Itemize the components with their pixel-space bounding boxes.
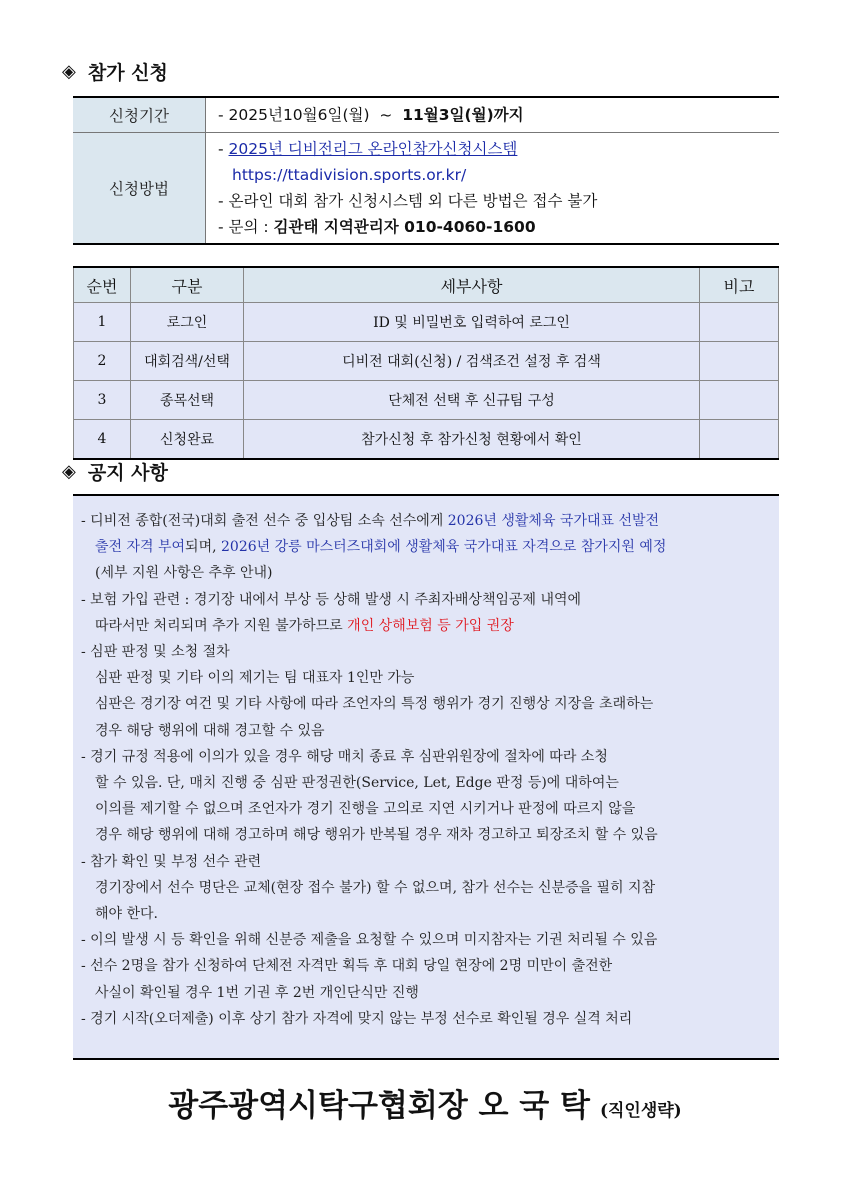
seal-omitted-note: (직인생략) [599,1101,682,1121]
step-category: 대회검색/선택 [131,342,244,381]
notice-text: 따라서만 처리되며 추가 지원 불가하므로 [95,617,348,634]
diamond-bullet-icon: ◈ [62,461,76,482]
notice-line: - 참가 확인 및 부정 선수 관련 [81,853,262,870]
notice-line: 경우 해당 행위에 대해 경고할 수 있음 [95,722,325,739]
header-note: 비고 [700,267,779,303]
section-title-notice [62,458,168,485]
step-detail: 참가신청 후 참가신청 현황에서 확인 [244,420,700,460]
section-title-text: 참가 신청 [87,62,168,84]
notice-line: - 이의 발생 시 등 확인을 위해 신분증 제출을 요청할 수 있으며 미지참자는 기권 처리될 수 있음 [81,932,658,949]
contact-line [218,214,779,240]
notice-line [81,508,779,534]
notice-line: - 심판 판정 및 소청 절차 [81,644,230,661]
section-title-text: 공지 사항 [87,462,168,484]
step-detail: 디비전 대회(신청) / 검색조건 설정 후 검색 [244,342,700,381]
table-row [74,420,779,460]
step-category: 신청완료 [131,420,244,460]
notice-box [73,494,779,1060]
notice-line: 심판 판정 및 기타 이의 제기는 팀 대표자 1인만 가능 [95,670,415,687]
registration-url[interactable]: https://ttadivision.sports.or.kr/ [232,165,467,184]
notice-line [81,534,779,560]
header-no: 순번 [74,267,131,303]
notice-line: 경기장에서 선수 명단은 교체(현장 접수 불가) 할 수 없으며, 참가 선수는 신분증을 필히 지참 [95,879,656,896]
header-detail: 세부사항 [244,267,700,303]
table-row [74,342,779,381]
table-row [74,381,779,420]
notice-text: - 디비전 종합(전국)대회 출전 선수 중 입상팀 소속 선수에게 [81,513,448,529]
method-label: 신청방법 [73,132,206,244]
steps-table [73,266,779,460]
notice-line: 해야 한다. [95,906,158,923]
contact-info: 김관태 지역관리자 010-4060-1600 [273,217,536,236]
method-dash: - [218,139,229,158]
step-no: 1 [74,303,131,342]
notice-highlight-blue: 출전 자격 부여 [95,539,186,556]
step-no: 3 [74,381,131,420]
step-note [700,303,779,342]
notice-line: (세부 지원 사항은 추후 안내) [95,565,273,582]
period-value [206,97,780,132]
notice-line: - 보험 가입 관련 : 경기장 내에서 부상 등 상해 발생 시 주최자배상책임공제 내역에 [81,591,582,608]
period-end: 11월3일(월)까지 [402,105,524,124]
step-detail: ID 및 비밀번호 입력하여 로그인 [244,303,700,342]
notice-highlight-blue: 2026년 강릉 마스터즈대회에 생활체육 국가대표 자격으로 참가지원 예정 [221,539,667,556]
step-note [700,381,779,420]
issuer-name: 광주광역시탁구협회장 오 국 탁 [168,1088,590,1124]
notice-line [81,613,779,639]
step-note [700,342,779,381]
step-note [700,420,779,460]
notice-highlight-blue: 2026년 생활체육 국가대표 선발전 [447,513,660,529]
notice-line: 이의를 제기할 수 없으며 조언자가 경기 진행을 고의로 지연 시키거나 판정에 따르지 않을 [95,801,636,818]
notice-line: 사실이 확인될 경우 1번 기권 후 2번 개인단식만 진행 [95,984,419,1001]
table-row [74,303,779,342]
notice-line: - 경기 시작(오더제출) 이후 상기 참가 자격에 맞지 않는 부정 선수로 확인될 경우 실격 처리 [81,1010,633,1027]
registration-system-link[interactable]: 2025년 디비전리그 온라인참가신청시스템 [228,139,518,158]
notice-line: 경우 해당 행위에 대해 경고하며 해당 행위가 반복될 경우 재차 경고하고 퇴장조치 할 수 있음 [95,827,658,844]
step-category: 종목선택 [131,381,244,420]
method-note: - 온라인 대회 참가 신청시스템 외 다른 방법은 접수 불가 [218,191,598,210]
notice-line: 할 수 있음. 단, 매치 진행 중 심판 판정권한(Service, Let, Edge 판정 등)에 대하여는 [95,775,619,792]
signature-line [0,1080,850,1125]
step-no: 2 [74,342,131,381]
diamond-bullet-icon: ◈ [62,61,76,82]
step-detail: 단체전 선택 후 신규팀 구성 [244,381,700,420]
notice-highlight-red: 개인 상해보험 등 가입 권장 [347,617,514,634]
contact-prefix: - 문의 : [218,217,274,236]
step-no: 4 [74,420,131,460]
section-title-apply [62,58,168,85]
step-category: 로그인 [131,303,244,342]
period-prefix: - 2025년10월6일(월) ~ [218,105,403,124]
period-label: 신청기간 [73,97,206,132]
notice-line: - 경기 규정 적용에 이의가 있을 경우 해당 매치 종료 후 심판위원장에 절차에 따라 소청 [81,748,608,765]
notice-line: 심판은 경기장 여건 및 기타 사항에 따라 조언자의 특정 행위가 경기 진행상 지장을 초래하는 [95,696,654,713]
method-value [206,132,780,244]
notice-line: - 선수 2명을 참가 신청하여 단체전 자격만 획득 후 대회 당일 현장에 2명 미만이 출전한 [81,958,613,975]
application-info-table [73,96,779,245]
notice-text: 되며, [185,539,221,556]
header-category: 구분 [131,267,244,303]
